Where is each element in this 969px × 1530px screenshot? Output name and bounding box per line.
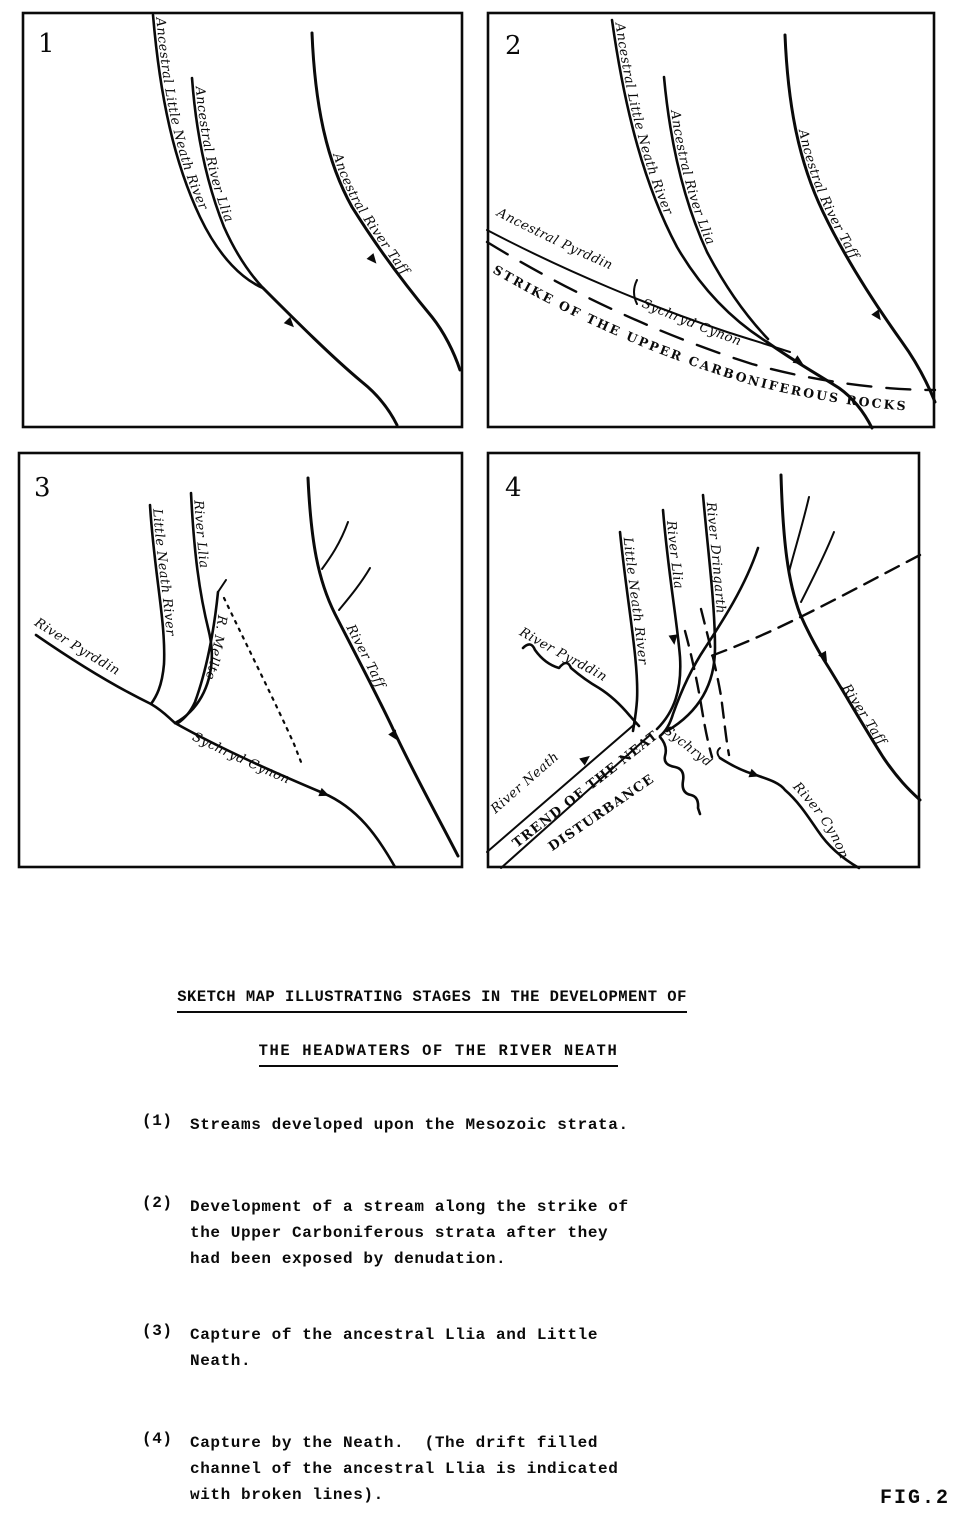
trend-label-line2: DISTURBANCE: [545, 771, 658, 855]
caption-title-line-1: [138, 970, 687, 1024]
panel-2-number: 2: [505, 31, 522, 61]
item-text-line: with broken lines).: [190, 1486, 384, 1504]
river-taff-path: [312, 33, 460, 370]
panel-2-map: [487, 12, 935, 428]
panel-3-number: 3: [34, 473, 51, 503]
item-number: (1): [142, 1112, 173, 1130]
little-neath-label: Little Neath River: [619, 536, 650, 666]
llia-label: River Llia: [662, 520, 686, 591]
dringarth-label: River Dringarth: [702, 501, 728, 615]
panel-1-border: [23, 13, 462, 427]
taff-tributary-path: [801, 532, 834, 602]
item-number: (2): [142, 1194, 173, 1212]
neath-label: River Neath: [488, 749, 563, 817]
little-neath-label: Ancestral Little Neath River: [152, 16, 211, 213]
trend-label-line1: TREND OF THE NEATH: [480, 439, 662, 852]
cynon-label: River Cynon: [789, 779, 852, 862]
taff-label: Ancestral River Taff: [329, 151, 412, 279]
sychryd-cynon-label: Sychryd Cynon: [189, 729, 293, 788]
pyrddin-label: River Pyrddin: [31, 615, 123, 679]
river-combined-path: [263, 288, 397, 425]
river-taff-path: [308, 478, 458, 856]
pyrddin-label: Ancestral Pyrddin: [494, 205, 615, 274]
caption-title-text-1: SKETCH MAP ILLUSTRATING STAGES IN THE DEVELOPMENT OF: [177, 988, 687, 1013]
panel-4-border: [488, 453, 919, 867]
panel-4-map: [480, 439, 920, 868]
item-text-line: had been exposed by denudation.: [190, 1250, 507, 1268]
taff-tributary-path: [789, 497, 809, 572]
sychryd-label: Sychryd: [660, 723, 715, 771]
taff-tributary-path: [322, 522, 348, 569]
panel-1-map: [22, 12, 463, 428]
item-text: [190, 1112, 629, 1138]
flow-arrow-icon: [318, 788, 331, 800]
figure-number-label: FIG.2: [880, 1487, 951, 1510]
little-neath-label: Ancestral Little Neath River: [611, 21, 676, 218]
pyrddin-label: River Pyrddin: [516, 624, 610, 686]
taff-label: River Taff: [342, 622, 388, 691]
item-text-line: Streams developed upon the Mesozoic strata.: [190, 1116, 629, 1134]
caption-title-line-2: [215, 1024, 618, 1078]
item-text-line: Development of a stream along the strike of: [190, 1198, 629, 1216]
flow-arrow-icon: [748, 769, 760, 781]
pyrddin-tributary-tick: [634, 280, 637, 304]
item-text-line: Neath.: [190, 1352, 252, 1370]
flow-arrow-icon: [367, 253, 380, 266]
item-text: [190, 1194, 629, 1272]
drift-channel-dashed-line: [711, 555, 920, 656]
panel-1-number: 1: [38, 29, 55, 59]
item-text-line: the Upper Carboniferous strata after they: [190, 1224, 609, 1242]
item-text-line: channel of the ancestral Llia is indicated: [190, 1460, 619, 1478]
little-neath-label: Little Neath River: [149, 508, 178, 637]
river-taff-path: [785, 35, 935, 402]
item-text: [190, 1430, 618, 1508]
item-text: [190, 1322, 598, 1374]
llia-label: Ancestral River Llia: [666, 109, 718, 248]
mellte-label: R. Mellte: [201, 614, 230, 682]
abandoned-course-dotted-line: [224, 598, 301, 762]
item-number: (4): [142, 1430, 173, 1448]
taff-label: Ancestral River Taff: [794, 128, 862, 262]
item-text-line: Capture of the ancestral Llia and Little: [190, 1326, 599, 1344]
item-text-line: Capture by the Neath. (The drift filled: [190, 1434, 599, 1452]
cynon-head-hook: [718, 748, 721, 758]
taff-label: River Taff: [838, 681, 889, 749]
strike-label: STRIKE OF THE UPPER CARBONIFEROUS ROCKS: [490, 261, 909, 414]
sychryd-cynon-label: Sychryd Cynon: [639, 296, 744, 350]
mellte-head-tick: [218, 580, 226, 592]
llia-label: Ancestral River Llia: [191, 85, 237, 225]
panel-4-number: 4: [505, 473, 522, 503]
llia-label: River Llia: [190, 499, 212, 570]
caption-title-text-2: THE HEADWATERS OF THE RIVER NEATH: [259, 1042, 619, 1067]
taff-tributary-path: [339, 568, 370, 610]
item-number: (3): [142, 1322, 173, 1340]
panel-3-map: [18, 452, 463, 868]
